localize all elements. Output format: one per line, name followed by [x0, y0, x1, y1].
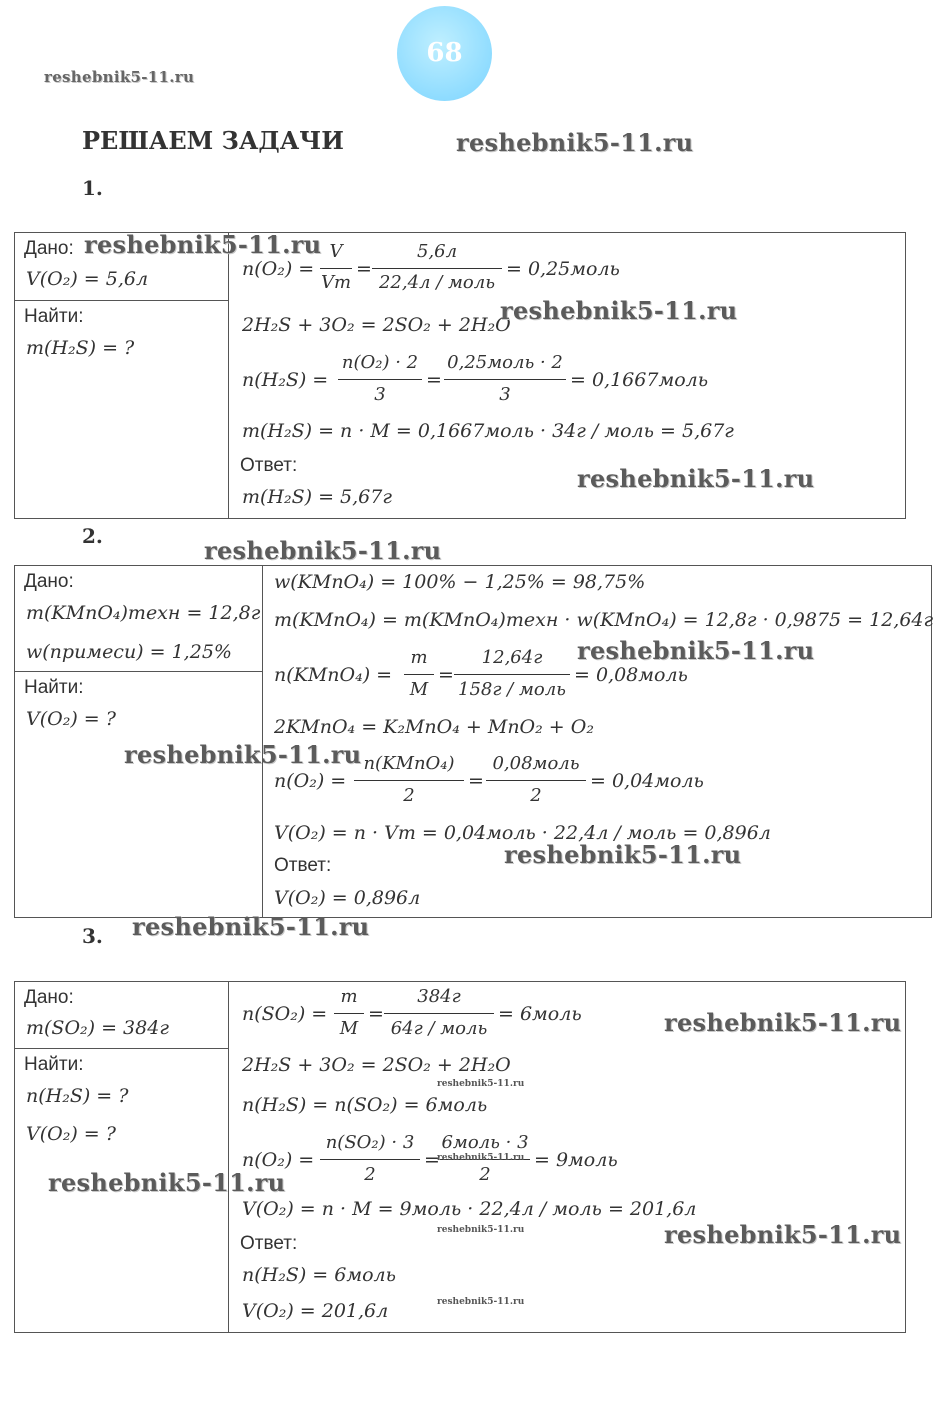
p1-l1-eq: =: [356, 258, 372, 280]
p1-answer-0: m(H₂S) = 5,67г: [242, 486, 392, 508]
p1-l3-f1-bar: [338, 379, 422, 380]
p3-l4-eq: =: [424, 1149, 440, 1171]
p2-l5-f2-num: 0,08моль: [492, 753, 580, 774]
p2-l3-left: n(KMnO₄) =: [274, 664, 393, 686]
watermark: reshebnik5-11.ru: [664, 1220, 902, 1249]
p1-l3-f1-den: 3: [374, 384, 386, 405]
site-header: reshebnik5-11.ru: [44, 68, 195, 86]
problem-3-divider: [228, 981, 229, 1333]
watermark: reshebnik5-11.ru: [437, 1153, 525, 1163]
problem-1-number: 1.: [82, 176, 103, 200]
watermark: reshebnik5-11.ru: [437, 1297, 525, 1307]
watermark: reshebnik5-11.ru: [204, 536, 442, 565]
problem-3-given-separator: [14, 1048, 228, 1049]
p3-l1-f2-num: 384г: [417, 986, 461, 1007]
p3-answer-1: V(O₂) = 201,6л: [242, 1300, 389, 1322]
p1-l1-f2-bar: [372, 268, 502, 269]
p1-l2: 2H₂S + 3O₂ = 2SO₂ + 2H₂O: [242, 314, 511, 336]
p3-l1-result: = 6моль: [498, 1003, 582, 1025]
p3-l1-f1-den: M: [339, 1018, 359, 1039]
problem-2-find-0: V(O₂) = ?: [26, 708, 116, 730]
p3-l4-f2-den: 2: [479, 1164, 491, 1185]
problem-3-find-1: V(O₂) = ?: [26, 1123, 116, 1145]
p1-l3-left: n(H₂S) =: [242, 369, 329, 391]
p1-l3-f1-num: n(O₂) · 2: [341, 352, 419, 373]
p3-l1-f2-den: 64г / моль: [390, 1018, 488, 1039]
watermark: reshebnik5-11.ru: [500, 296, 738, 325]
watermark: reshebnik5-11.ru: [48, 1168, 286, 1197]
p2-l2: m(KMnO₄) = m(KMnO₄)техн · w(KMnO₄) = 12,8г · 0,9875 = 12,64г: [274, 609, 934, 631]
p3-l4-f2-num: 6моль · 3: [441, 1132, 529, 1153]
p1-l1-f1-num: V: [329, 241, 343, 262]
p1-l1-f2-den: 22,4л / моль: [378, 272, 496, 293]
watermark: reshebnik5-11.ru: [124, 740, 362, 769]
watermark: reshebnik5-11.ru: [504, 840, 742, 869]
page-number: 68: [426, 38, 463, 68]
p2-l5-f1-den: 2: [403, 785, 415, 806]
p2-l3-f1-bar: [404, 674, 434, 675]
p2-l5-eq: =: [468, 770, 484, 792]
p2-l5-f1-bar: [354, 780, 464, 781]
p3-answer-0: n(H₂S) = 6моль: [242, 1264, 396, 1286]
problem-2-number: 2.: [82, 524, 103, 548]
p2-l4: 2KMnO₄ = K₂MnO₄ + MnO₂ + O₂: [274, 716, 594, 738]
watermark: reshebnik5-11.ru: [437, 1079, 525, 1089]
p1-l1-f1-bar: [320, 268, 352, 269]
problem-1-divider: [228, 232, 229, 519]
problem-2-given-separator: [14, 671, 262, 672]
p3-l2: 2H₂S + 3O₂ = 2SO₂ + 2H₂O: [242, 1054, 511, 1076]
p2-l3-f2-den: 158г / моль: [458, 679, 566, 700]
p2-l3-result: = 0,08моль: [574, 664, 688, 686]
watermark: reshebnik5-11.ru: [437, 1225, 525, 1235]
p3-answer-label: Ответ:: [240, 1233, 298, 1254]
p1-l1-f1-den: Vm: [320, 272, 352, 293]
p2-l5-f1-num: n(KMnO₄): [363, 753, 455, 774]
problem-3-find-label: Найти:: [24, 1054, 84, 1075]
p1-l4: m(H₂S) = n · M = 0,1667моль · 34г / моль = 5,67г: [242, 420, 734, 442]
problem-2-given-0: m(KMnO₄)техн = 12,8г: [26, 602, 261, 624]
problem-2-find-label: Найти:: [24, 677, 84, 698]
problem-3-given-label: Дано:: [24, 987, 74, 1008]
p2-l3-f1-num: m: [410, 647, 428, 668]
watermark: reshebnik5-11.ru: [456, 128, 694, 157]
watermark: reshebnik5-11.ru: [132, 912, 370, 941]
p3-l1-left: n(SO₂) =: [242, 1003, 328, 1025]
p3-l4-f1-num: n(SO₂) · 3: [325, 1132, 415, 1153]
page-number-badge: [397, 6, 492, 101]
p3-l3: n(H₂S) = n(SO₂) = 6моль: [242, 1094, 488, 1116]
problem-3-find-0: n(H₂S) = ?: [26, 1085, 129, 1107]
problem-1-given-separator: [14, 300, 228, 301]
problem-1-given-label: Дано:: [24, 238, 74, 259]
p2-l6: V(O₂) = n · Vm = 0,04моль · 22,4л / моль = 0,896л: [274, 822, 771, 844]
p1-answer-label: Ответ:: [240, 455, 298, 476]
p2-answer-label: Ответ:: [274, 855, 332, 876]
p1-l3-f2-den: 3: [499, 384, 511, 405]
watermark: reshebnik5-11.ru: [577, 464, 815, 493]
p3-l1-f1-num: m: [340, 986, 358, 1007]
p1-l3-result: = 0,1667моль: [570, 369, 709, 391]
p2-answer-0: V(O₂) = 0,896л: [274, 887, 421, 909]
problem-1-find-0: m(H₂S) = ?: [26, 337, 135, 359]
watermark: reshebnik5-11.ru: [664, 1008, 902, 1037]
problem-1-find-label: Найти:: [24, 306, 84, 327]
p1-l3-f2-bar: [444, 379, 566, 380]
page-title: РЕШАЕМ ЗАДАЧИ: [82, 126, 344, 155]
p2-l5-f2-den: 2: [530, 785, 542, 806]
p3-l4-left: n(O₂) =: [242, 1149, 315, 1171]
p2-l5-f2-bar: [486, 780, 586, 781]
p2-l5-left: n(O₂) =: [274, 770, 347, 792]
p3-l5: V(O₂) = n · M = 9моль · 22,4л / моль = 201,6л: [242, 1198, 697, 1220]
problem-2-given-label: Дано:: [24, 571, 74, 592]
p2-l1: w(KMnO₄) = 100% − 1,25% = 98,75%: [274, 571, 646, 593]
p2-l3-f1-den: M: [409, 679, 429, 700]
p3-l4-f1-den: 2: [364, 1164, 376, 1185]
p2-l3-f2-num: 12,64г: [481, 647, 543, 668]
p3-l1-f1-bar: [334, 1013, 364, 1014]
p3-l1-f2-bar: [384, 1013, 494, 1014]
watermark: reshebnik5-11.ru: [577, 636, 815, 665]
p1-l3-f2-num: 0,25моль · 2: [447, 352, 563, 373]
p1-l1-result: = 0,25моль: [506, 258, 620, 280]
problem-3-given-0: m(SO₂) = 384г: [26, 1017, 169, 1039]
p2-l5-result: = 0,04моль: [590, 770, 704, 792]
p1-l3-eq: =: [426, 369, 442, 391]
problem-3-number: 3.: [82, 924, 103, 948]
p1-l1-left: n(O₂) =: [242, 258, 315, 280]
p2-l3-f2-bar: [454, 674, 570, 675]
p1-l1-f2-num: 5,6л: [416, 241, 458, 262]
p3-l4-f1-bar: [320, 1159, 420, 1160]
watermark: reshebnik5-11.ru: [84, 230, 322, 259]
problem-1-given-0: V(O₂) = 5,6л: [26, 268, 149, 290]
problem-2-given-1: w(примеси) = 1,25%: [26, 641, 232, 663]
p3-l1-eq: =: [368, 1003, 384, 1025]
p2-l3-eq: =: [438, 664, 454, 686]
p3-l4-result: = 9моль: [534, 1149, 618, 1171]
